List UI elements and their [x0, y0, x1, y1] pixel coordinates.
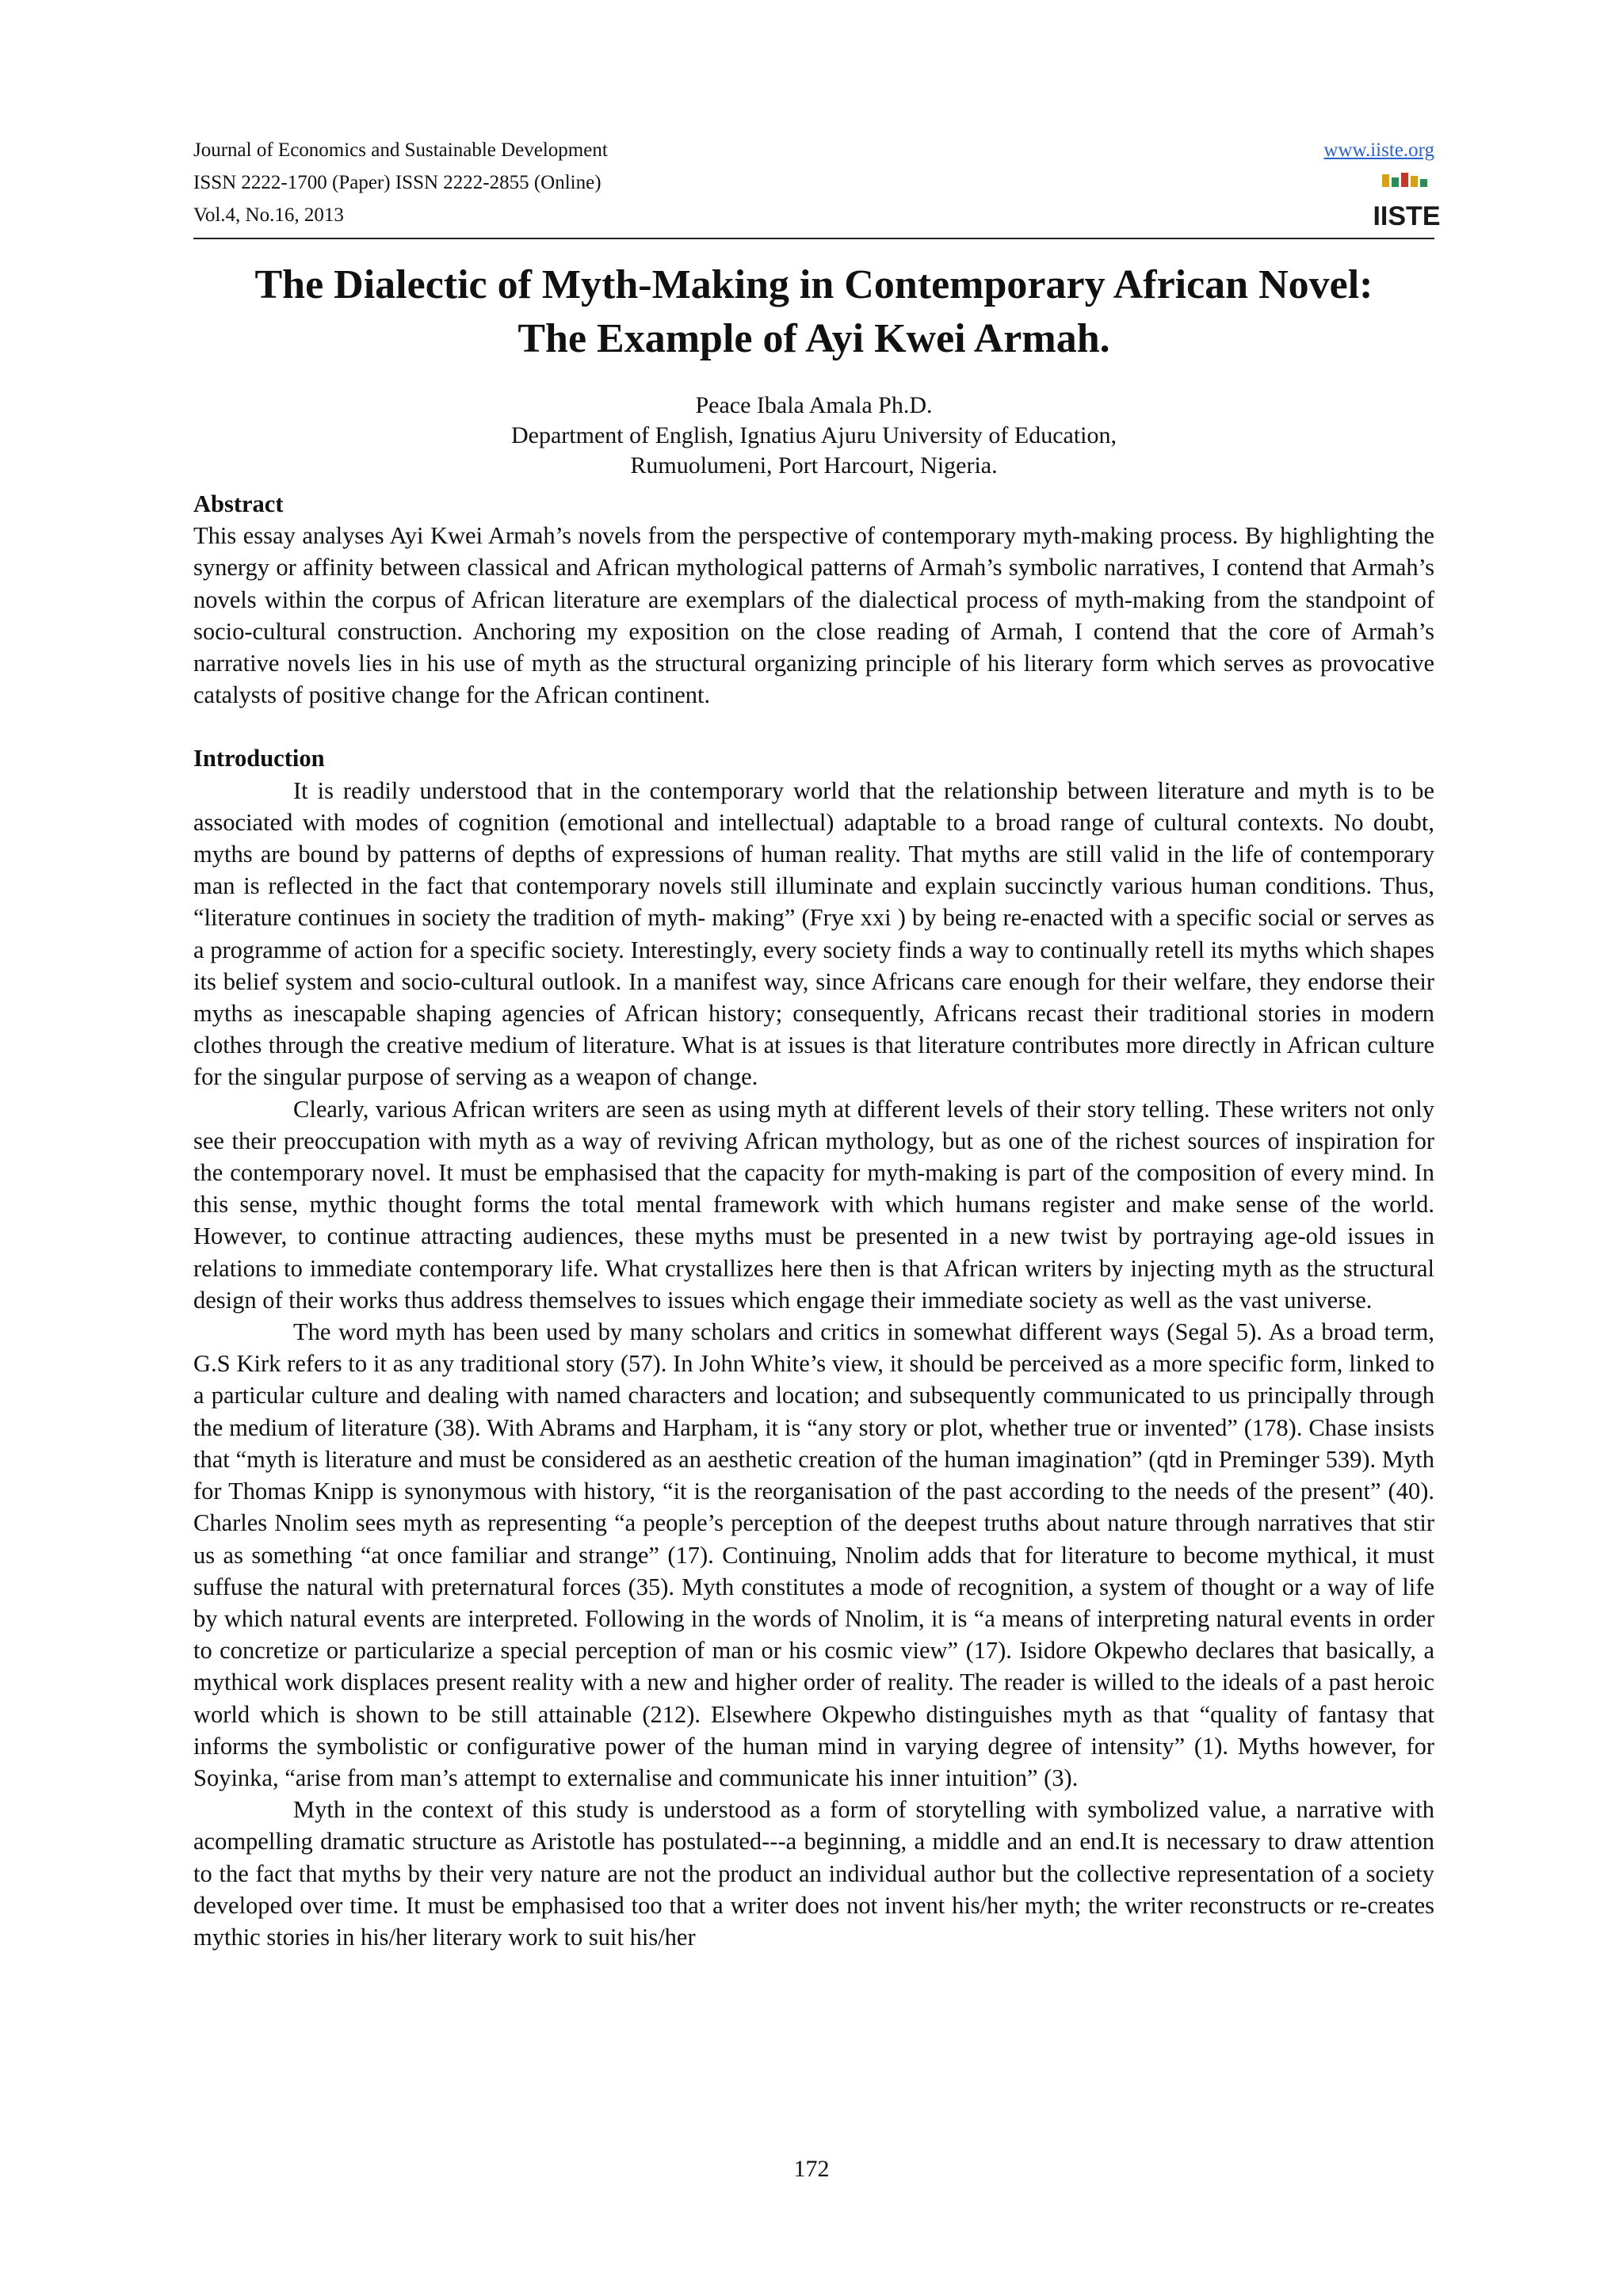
abstract-heading: Abstract [193, 490, 284, 517]
journal-issn: ISSN 2222-1700 (Paper) ISSN 2222-2855 (Online) [193, 172, 601, 193]
paper-body [193, 488, 1434, 1953]
intro-paragraph-2: Clearly, various African writers are seen as using myth at different levels of their story telling. These writers not only see their preoccupation with myth as a way of reviving African mythology, but as one of the richest sources of inspiration for the contemporary novel. It must be emphasised that the capacity for myth-making is part of the composition of every mind. In this sense, mythic thought forms the total mental framework with which humans register and make sense of the world. However, to continue attracting audiences, these myths must be presented in a new twist by portraying age-old issues in relations to immediate contemporary life. What crystallizes here then is that African writers by injecting myth as the structural design of their works thus address themselves to issues which engage their immediate society as well as the vast universe. [193, 1095, 1434, 1314]
intro-paragraph-4: Myth in the context of this study is understood as a form of storytelling with symbolized value, a narrative with acompelling dramatic structure as Aristotle has postulated---a beginning, a middle and an end.It is necessary to draw attention to the fact that myths by their very nature are not the product an individual author but the collective representation of a society developed over time. It must be emphasised too that a writer does not invent his/her myth; the writer reconstructs or re-creates mythic stories in his/her literary work to suit his/her [193, 1796, 1434, 1951]
author-department: Department of English, Ignatius Ajuru University of Education, [510, 422, 1117, 448]
author-location: Rumuolumeni, Port Harcourt, Nigeria. [630, 452, 998, 479]
iiste-logo-icon [1373, 170, 1441, 231]
intro-paragraph-3: The word myth has been used by many scholars and critics in somewhat different ways (Segal 5). As a broad term, G.S Kirk refers to it as any traditional story (57). In John White’s view, it should be perceived as a more specific form, linked to a particular culture and dealing with named characters and location; and subsequently communicated to us principally through the medium of literature (38). With Abrams and Harpham, it is “any story or plot, whether true or invented” (178). Chase insists that “myth is literature and must be considered as an aesthetic creation of the human imagination” (qtd in Preminger 539). Myth for Thomas Knipp is synonymous with history, “it is the reorganisation of the past according to the needs of the present” (40). Charles Nnolim sees myth as representing “a people’s perception of the deepest truths about nature through narratives that stir us as something “at once familiar and strange” (17). Continuing, Nnolim adds that for literature to become mythical, it must suffuse the natural with preternatural forces (35). Myth constitutes a mode of recognition, a system of thought or a way of life by which natural events are interpreted. Following in the words of Nnolim, it is “a means of interpreting natural events in order to concretize or particularize a special perception of man or his cosmic view” (17). Isidore Okpewho declares that basically, a mythical work displaces present reality with a new and higher order of reality. The reader is willed to the ideals of a past heroic world which is shown to be still attainable (212). Elsewhere Okpewho distinguishes myth as that “quality of fantasy that informs the symbolistic or configurative power of the human mind in varying degree of intensity” (1). Myths however, for Soyinka, “arise from man’s attempt to externalise and communicate his inner intuition” (3). [193, 1318, 1434, 1791]
page-number: 172 [793, 2156, 830, 2182]
journal-name: Journal of Economics and Sustainable Development [193, 139, 608, 161]
introduction-heading: Introduction [193, 745, 325, 772]
intro-paragraph-1: It is readily understood that in the contemporary world that the relationship between literature and myth is to be associated with modes of cognition (emotional and intellectual) adaptable to a broad range of cultural contexts. No doubt, myths are bound by patterns of depths of expressions of human reality. That myths are still valid in the life of contemporary man is reflected in the fact that contemporary novels still illuminate and explain succinctly various human conditions. Thus, “literature continues in society the tradition of myth- making” (Frye xxi ) by being re-enacted with a specific social or serves as a programme of action for a specific society. Interestingly, every society finds a way to continually retell its myths which shapes its belief system and socio-cultural outlook. In a manifest way, since Africans care enough for their welfare, they endorse their myths as inescapable shaping agencies of African history; consequently, Africans recast their traditional stories in modern clothes through the creative medium of literature. What is at issues is that literature contributes more directly in African culture for the singular purpose of serving as a weapon of change. [193, 776, 1434, 1091]
section-gap [193, 711, 1434, 742]
paper-title-line-2: The Example of Ayi Kwei Armah. [517, 316, 1110, 361]
paper-title-line-1: The Dialectic of Myth-Making in Contemporary African Novel: [254, 262, 1373, 307]
paper-title [193, 258, 1434, 366]
author-name: Peace Ibala Amala Ph.D. [695, 392, 933, 418]
header-rule [193, 238, 1434, 239]
svg-text:IISTE: IISTE [1373, 201, 1441, 231]
abstract-text: This essay analyses Ayi Kwei Armah’s novels from the perspective of contemporary myth-making process. By highlighting the synergy or affinity between classical and African mythological patterns of Armah’s symbolic narratives, I contend that Armah’s novels within the corpus of African literature are exemplars of the dialectical process of myth-making from the standpoint of socio-cultural construction. Anchoring my exposition on the close reading of Armah, I contend that the core of Armah’s narrative novels lies in his use of myth as the structural organizing principle of his literary form which serves as provocative catalysts of positive change for the African continent. [193, 522, 1434, 709]
journal-header [193, 136, 1441, 238]
journal-url-link[interactable]: www.iiste.org [1323, 139, 1434, 161]
author-block [193, 391, 1434, 481]
journal-volume: Vol.4, No.16, 2013 [193, 204, 344, 226]
